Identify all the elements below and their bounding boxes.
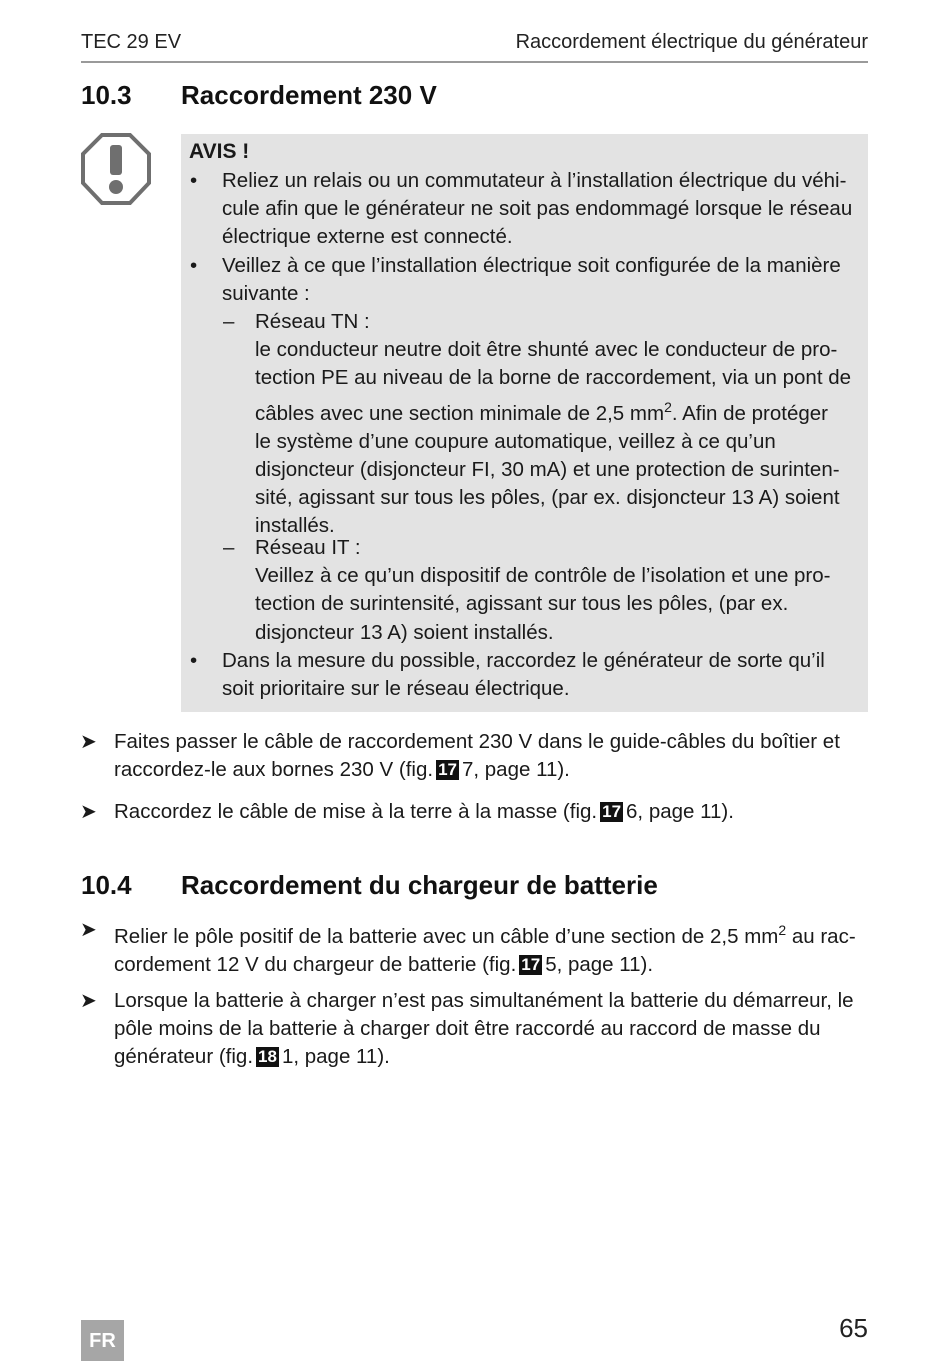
text-line: cordement 12 V du chargeur de batterie (fig. 17 5, page 11). xyxy=(114,953,654,977)
dash-label: Réseau TN : xyxy=(255,310,370,333)
instruction-step xyxy=(80,987,870,1072)
instruction-step xyxy=(80,916,870,979)
text-line: disjoncteur (disjoncteur FI, 30 mA) et une protection de surinten- xyxy=(255,457,840,481)
arrow-icon: ➤ xyxy=(80,919,97,941)
text-line: Veillez à ce qu’un dispositif de contrôle de l’isolation et une pro- xyxy=(255,564,831,588)
notice-bullet xyxy=(190,252,862,308)
dash-label: Réseau IT : xyxy=(255,536,361,559)
warning-exclamation-icon xyxy=(80,132,152,206)
notice-bullet xyxy=(190,647,862,703)
figure-reference: 18 xyxy=(258,1047,277,1067)
header-chapter: Raccordement électrique du générateur xyxy=(515,31,868,53)
dash-marker: – xyxy=(223,310,235,333)
text-line: cule afin que le générateur ne soit pas endommagé lorsque le réseau xyxy=(222,197,853,221)
section-number: 10.4 xyxy=(81,870,132,900)
text-line: générateur (fig. 18 1, page 11). xyxy=(114,1045,390,1069)
text-line: câbles avec une section minimale de 2,5 $mm^2$. Afin de protéger xyxy=(255,398,828,425)
text-line: le système d’une coupure automatique, veillez à ce qu’un xyxy=(255,429,776,453)
text-line: Reliez un relais ou un commutateur à l’installation électrique du véhi- xyxy=(222,169,847,192)
text-line: installés. xyxy=(255,514,335,538)
section-title: Raccordement du chargeur de batterie xyxy=(181,870,658,900)
text-line: Veillez à ce que l’installation électrique soit configurée de la manière xyxy=(222,254,841,277)
text-line: sité, agissant sur tous les pôles, (par ex. disjoncteur 13 A) soient xyxy=(255,486,840,510)
arrow-icon: ➤ xyxy=(80,731,97,753)
notice-dash-item-it xyxy=(223,534,863,647)
text-line: tection PE au niveau de la borne de raccordement, via un pont de xyxy=(255,366,852,390)
instruction-step xyxy=(80,728,870,784)
page-number: 65 xyxy=(839,1313,868,1343)
section-title: Raccordement 230 V xyxy=(181,80,437,110)
text-line: électrique externe est connecté. xyxy=(222,225,513,249)
section-heading-10-4 xyxy=(81,870,658,901)
bullet-marker: • xyxy=(190,254,198,277)
text-line: Faites passer le câble de raccordement 230 V dans le guide-câbles du boîtier et xyxy=(114,730,840,753)
text-line: le conducteur neutre doit être shunté avec le conducteur de pro- xyxy=(255,338,838,362)
notice-dash-item-tn xyxy=(223,308,863,540)
text-line: Relier le pôle positif de la batterie avec un câble d’une section de 2,5 $mm^2$ au rac- xyxy=(114,922,856,948)
notice-title: AVIS ! xyxy=(189,140,250,163)
bullet-marker: • xyxy=(190,649,198,672)
text-line: tection de surintensité, agissant sur tous les pôles, (par ex. xyxy=(255,592,789,616)
instruction-step xyxy=(80,798,870,826)
page-header xyxy=(81,31,868,63)
arrow-icon: ➤ xyxy=(80,990,97,1012)
section-heading-10-3 xyxy=(81,80,437,111)
text-line: pôle moins de la batterie à charger doit être raccordé au raccord de masse du xyxy=(114,1017,821,1041)
text-line: Lorsque la batterie à charger n’est pas simultanément la batterie du démarreur, le xyxy=(114,989,854,1012)
text-line: soit prioritaire sur le réseau électrique. xyxy=(222,677,570,701)
header-product: TEC 29 EV xyxy=(81,31,182,53)
notice-bullet xyxy=(190,167,862,252)
language-badge: FR xyxy=(81,1320,124,1361)
figure-reference: 17 xyxy=(602,802,622,821)
figure-reference: 17 xyxy=(521,955,541,975)
text-line: Raccordez le câble de mise à la terre à la masse (fig. 17 6, page 11). xyxy=(114,800,734,823)
figure-reference: 17 xyxy=(438,760,457,780)
dash-marker: – xyxy=(223,536,235,559)
arrow-icon: ➤ xyxy=(80,801,97,823)
text-line: suivante : xyxy=(222,282,310,306)
text-line: Dans la mesure du possible, raccordez le générateur de sorte qu’il xyxy=(222,649,825,672)
text-line: raccordez-le aux bornes 230 V (fig. 17 7, page 11). xyxy=(114,758,570,782)
bullet-marker: • xyxy=(190,169,198,192)
notice-box xyxy=(181,134,868,712)
text-line: disjoncteur 13 A) soient installés. xyxy=(255,620,554,644)
section-number: 10.3 xyxy=(81,80,132,110)
